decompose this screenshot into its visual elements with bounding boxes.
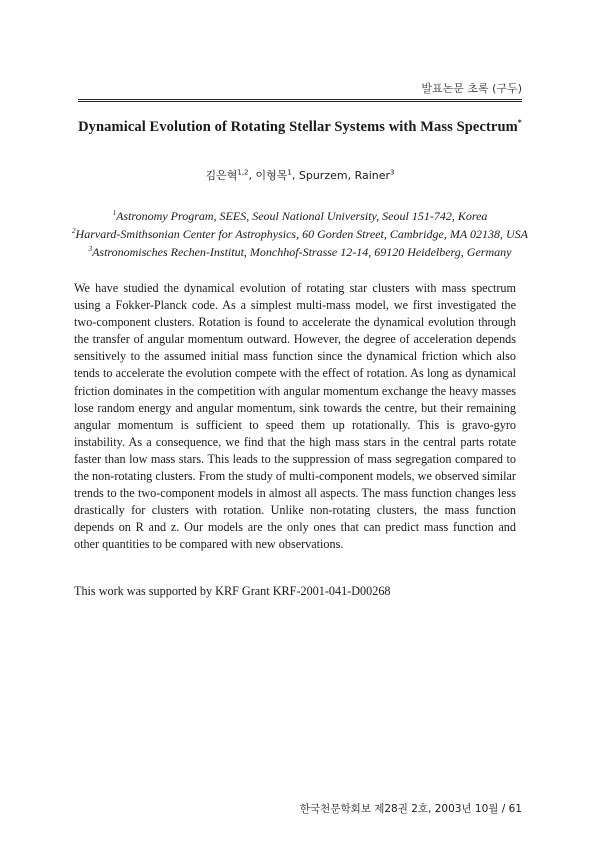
acknowledgment: This work was supported by KRF Grant KRF-2001-041-D00268 [74, 584, 391, 598]
author-name: Spurzem, Rainer [298, 169, 391, 182]
author-name: 김은혁 [205, 169, 238, 182]
header-rule-double [78, 101, 522, 102]
paper-title [0, 118, 600, 136]
author-1 [205, 169, 248, 182]
affiliation-1 [72, 206, 528, 224]
author-2 [256, 169, 292, 182]
author-sup: 1,2 [237, 168, 249, 177]
paper-title-text: Dynamical Evolution of Rotating Stellar Systems with Mass Spectrum [78, 118, 518, 135]
section-tag: 발표논문 초록 (구두) [421, 82, 522, 95]
affiliation-text: Astronomisches Rechen-Institut, Monchhof-Strasse 12-14, 69120 Heidelberg, Germany [92, 245, 512, 259]
title-footnote-mark: * [517, 118, 522, 127]
affiliation-sup: 2 [72, 227, 76, 235]
author-list: 김은혁$^{1,2}$, 이형목$^1$, Spurzem, Rainer$^3$ [205, 168, 395, 182]
affiliations [72, 206, 528, 260]
affiliation-2 [72, 224, 528, 242]
affiliation-text: Astronomy Program, SEES, Seoul National University, Seoul 151-742, Korea [116, 209, 488, 223]
header-rule [78, 99, 522, 100]
affiliation-text: Harvard-Smithsonian Center for Astrophysics, 60 Gorden Street, Cambridge, MA 02138, USA [75, 227, 528, 241]
page-footer: 한국천문학회보 제28권 2호, 2003년 10월 / 61 [299, 803, 522, 815]
author-3 [299, 169, 395, 182]
affiliation-sup: 3 [88, 245, 93, 253]
affiliation-sup: 1 [112, 209, 117, 217]
author-name: 이형목 [255, 169, 288, 182]
affiliation-3 [72, 242, 528, 260]
author-sup: 1 [287, 168, 292, 177]
author-sup: 3 [390, 168, 395, 177]
abstract-body: We have studied the dynamical evolution of rotating star clusters with mass spectrum using a Fokker-Planck code. As a simplest multi-mass model, we first investigated the two-component clusters. Rotation is found to accelerate the dynamical evolution through the transfer of angular momentum outward. However, the degree of acceleration depends sensitively to the assumed initial mass function since the dynamical friction which also tends to accelerate the evolution compete with the effect of rotation. As long as dynamical friction dominates in the competition with angular momentum exchange the heavy masses lose random energy and angular momentum, sink towards the centre, but their remaining angular momentum is sufficient to speed them up rotationally. This is gravo-gyro instability. As a consequence, we find that the high mass stars in the central parts rotate faster than low mass stars. This leads to the suppression of mass segregation compared to the non-rotating clusters. From the study of multi-component models, we observed similar trends to the two-component models in almost all aspects. The mass function changes less drastically for clusters with rotation. Unlike non-rotating clusters, the mass function depends on R and z. Our models are the only ones that can predict mass function and other quantities to be compared with new observations. [74, 281, 516, 552]
